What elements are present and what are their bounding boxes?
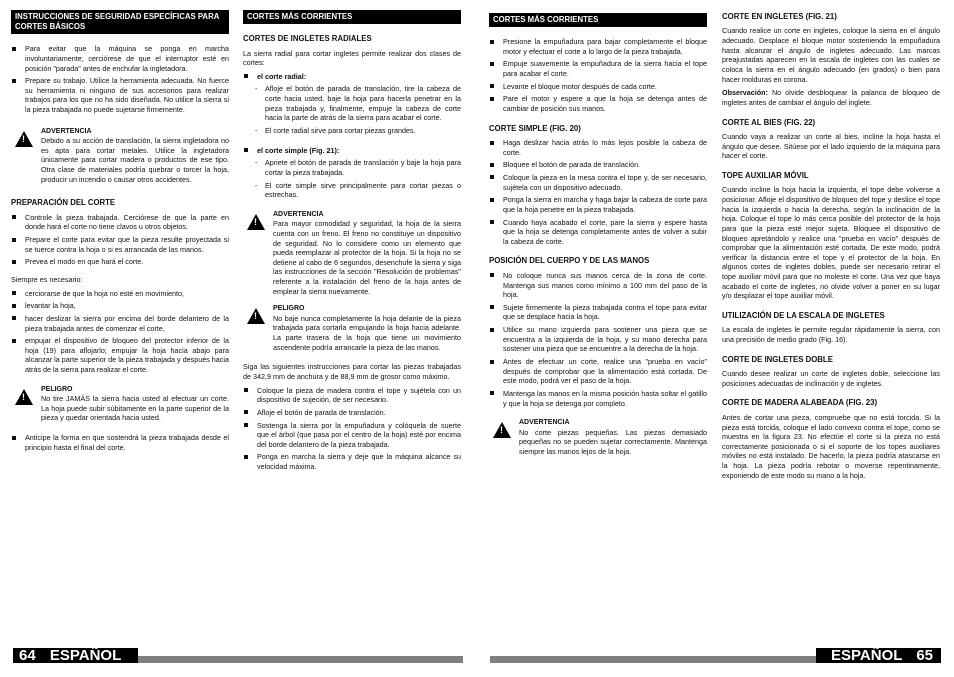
list-item: Controle la pieza trabajada. Cerciórese de que la parte en donde hará el corte no tiene clavos u otros objetos. [11, 213, 229, 232]
list-item-text: Afloje el botón de parada de translación, tire la cabeza de corte hacia usted, baje la hoja para hacerla penetrar en la pieza trabajada y, finalmente, empuje la cabeza de corte hacia la parte de atrás de la sierra para acabar el corte. [265, 84, 461, 123]
list-item: Presione la empuñadura para bajar completamente el bloque motor y efectuar el corte a lo largo de la pieza trabajada. [489, 37, 707, 56]
warning-text: Debido a su acción de translación, la sierra ingletadora no es apta para cortar metales. Utilice la ingletadora únicamente para cortar madera o productos de ese tipo. Otra clase de materiales podría quebrar o torcer la hoja, producir un incendio o causar otros accidentes. [41, 136, 229, 184]
warning-box [243, 210, 461, 297]
warning-box [11, 127, 229, 185]
list-item: Ponga la sierra en marcha y haga bajar la cabeza de corte para que la hoja penetre en la pieza trabajada. [489, 195, 707, 214]
danger-box [11, 385, 229, 423]
list-item: hacer deslizar la sierra por encima del borde delantero de la pieza trabajada antes de comenzar el corte, [11, 314, 229, 333]
dash-list [255, 158, 461, 200]
paragraph: La sierra radial para cortar ingletes permite realizar dos clases de cortes: [243, 48, 461, 68]
list-item: Prepare su trabajo. Utilice la herramienta adecuada. No fuerce su herramienta ni ninguno de sus accesorios para realizar trabajos para los que no ha sido diseñada. No utilice la sierra si la pieza trabajada no puede sujetarse firmemente. [11, 76, 229, 115]
list-item: Cuando haya acabado el corte, pare la sierra y espere hasta que la hoja se detenga completamente antes de volver a subir la cabeza de corte. [489, 218, 707, 247]
warning-text: No corte piezas pequeñas. Las piezas demasiado pequeñas no se pueden sujetar correctamente. Mantenga siempre las manos lejos de la hoja. [519, 427, 707, 456]
page-number: 65 [916, 647, 933, 664]
list-item: Empuje suavemente la empuñadura de la sierra hacia el tope para acabar el corte. [489, 59, 707, 78]
list-item: Prepare el corte para evitar que la pieza resulte proyectada si se tuerce contra la hoja o si es arrancada de las manos. [11, 235, 229, 254]
paragraph: Cuando vaya a realizar un corte al bies, incline la hoja hasta el ángulo que desee. Sitúese por el lado izquierdo de la máquina para hacer el corte. [722, 132, 940, 161]
list-item: Antes de efectuar un corte, realice una "prueba en vacío" después de comprobar que la alimentación está cortada. De este modo, podrá ver el paso de la hoja. [489, 357, 707, 386]
list-item: - Afloje el botón de parada de translación, tire la cabeza de corte hacia usted, baje la hoja para hacerla penetrar en la pieza trabajada y, finalmente, empuje la cabeza de corte hacia la parte de atrás de la sierra para acabar el corte. [255, 84, 461, 123]
section-header: INSTRUCCIONES DE SEGURIDAD ESPECÍFICAS PARA CORTES BÁSICOS [11, 10, 229, 34]
section-title: CORTE DE INGLETES DOBLE [722, 354, 833, 364]
list-item: Para evitar que la máquina se ponga en marcha involuntariamente, cerciórese de que el interruptor esté en posición "parada" antes de enchufar la ingletadora. [11, 44, 229, 73]
bullet-list [489, 271, 707, 408]
section-title: CORTES DE INGLETES RADIALES [243, 34, 372, 44]
danger-box [243, 304, 461, 352]
list-item: Anticipe la forma en que sostendrá la pieza trabajada desde el principio hasta el final del corte. [11, 433, 229, 452]
list-item: Coloque la pieza de madera contra el tope y sujétela con un dispositivo de sujeción, de ser necesario. [243, 386, 461, 405]
section-title: CORTE AL BIES (FIG. 22) [722, 117, 816, 127]
warning-icon [15, 131, 33, 147]
list-item: Sostenga la sierra por la empuñadura y colóquela de suerte que el árbol (que pasa por el centro de la hoja) esté por encima del borde delantero de la pieza trabajada. [243, 421, 461, 450]
list-item-text: Apriete el botón de parada de translación y baje la hoja para cortar la pieza trabajada. [265, 158, 461, 177]
danger-title: PELIGRO [41, 385, 73, 393]
list-item: empujar el dispositivo de bloqueo del protector inferior de la hoja (19) para aflojarlo; empujar la hoja hacia abajo para alcanzar la parte superior de la pieza trabajada y después hacia atrás de la sierra para realizar el corte. [11, 336, 229, 375]
list-item: No coloque nunca sus manos cerca de la zona de corte. Mantenga sus manos como mínimo a 100 mm del paso de la hoja. [489, 271, 707, 300]
danger-title: PELIGRO [273, 305, 305, 313]
paragraph [722, 88, 940, 107]
paragraph: Siempre es necesario: [11, 274, 83, 284]
bullet-list [11, 289, 229, 375]
list-item: - El corte simple sirve principalmente para cortar piezas o estrechas. [255, 180, 461, 200]
subheading: el corte simple (Fig. 21): [257, 145, 340, 155]
section-title: CORTE DE MADERA ALABEADA (FIG. 23) [722, 398, 878, 408]
danger-icon [15, 389, 33, 405]
list-item-text: El corte simple sirve principalmente para cortar piezas o estrechas. [265, 180, 461, 200]
list-item: Afloje el botón de parada de translación. [243, 408, 461, 418]
list-item: Ponga en marcha la sierra y deje que la máquina alcance su velocidad máxima. [243, 452, 461, 471]
paragraph: Cuando desee realizar un corte de ingletes doble, seleccione las posiciones adecuadas de inclinación y de ingletes. [722, 369, 940, 388]
danger-text: No baje nunca completamente la hoja delante de la pieza trabajada para cortarla empujando la hoja hacia adelante. La parte trasera de la hoja que tiene un movimiento ascendente podría arrancarle la pieza de las manos. [273, 313, 461, 352]
list-item: Sujete firmemente la pieza trabajada contra el tope para evitar que se desplace hacia la hoja. [489, 303, 707, 322]
list-item: Prevea el modo en que hará el corte. [11, 257, 229, 267]
list-item: Pare el motor y espere a que la hoja se detenga antes de cambiar de posición sus manos. [489, 94, 707, 113]
paragraph: Cuando realice un corte en ingletes, coloque la sierra en el ángulo adecuado. Desplace el bloque motor sosteniendo la empuñadura hasta alcanzar el ángulo de ingletes adecuado. Las marcas preajustadas aparecen en la escala de ingletes con las cuales se coloca la sierra en el ángulo adecuado (en grados) o bien para hacer molduras en corona. [722, 26, 940, 84]
paragraph: Antes de cortar una pieza, compruebe que no está torcida. Si la pieza está torcida, coloque el lado convexo contra el tope, como se muestra en la figura 23. No efectúe el corte si la pieza no está correctamente posicionada o si el soporte de los topes auxiliares móviles no está instalado. De hacerlo, la pieza podría atascarse en la hoja. La pieza podría rebotar o moverse repentinamente, exponiendo de este modo su mano a la hoja. [722, 412, 940, 480]
paragraph: Cuando incline la hoja hacia la izquierda, el tope debe volverse a posicionar. Afloje el dispositivo de bloqueo del tope y deslice el tope hacia la izquierda o hacia la derecha, según la inclinación de la hoja. Coloque el tope lo más cerca posible del protector de la hoja para que la pieza esté mejor sujeta. Bloquee el dispositivo de bloqueo apretándolo y realice una "prueba en vacío" después de comprobar que la alimentación esté cortada. De este modo, podrá verificar la distancia entre el tope y el protector de la hoja. En algunos cortes de ingletes dobles, puede ser necesario retirar el tope auxiliar móvil para que no moleste el corte. Una vez que haya acabado el corte de ingletes, no olvide volver a poner en su lugar y/o desplazar el tope auxiliar móvil. [722, 185, 940, 301]
list-item: levantar la hoja, [11, 301, 229, 311]
warning-icon [493, 422, 511, 438]
list-item: Haga deslizar hacia atrás lo más lejos posible la cabeza de corte. [489, 138, 707, 157]
list-item: Utilice su mano izquierda para sostener una pieza que se encuentra a la izquierda de la hoja, y su mano derecha para sostener una pieza que se encuentre a la derecha de la hoja. [489, 325, 707, 354]
bullet-list [243, 146, 461, 156]
list-item [243, 146, 461, 156]
bullet-list [11, 44, 229, 114]
warning-icon [247, 214, 265, 230]
section-title: UTILIZACIÓN DE LA ESCALA DE INGLETES [722, 311, 885, 321]
bullet-list [489, 138, 707, 246]
dash-list [255, 84, 461, 135]
list-item: Bloquee el botón de parada de translación. [489, 160, 707, 170]
list-item: Coloque la pieza en la mesa contra el tope y, de ser necesario, sujétela con un dispositivo adecuado. [489, 173, 707, 192]
bullet-list [11, 433, 229, 452]
footer-right [816, 648, 941, 663]
warning-box [489, 418, 707, 456]
footer-bar-left [138, 656, 463, 663]
section-header: CORTES MÁS CORRIENTES [489, 13, 707, 27]
paragraph: Siga las siguientes instrucciones para cortar las piezas trabajadas de 342,9 mm de anchura y de 88,9 mm de grosor como máximo. [243, 362, 461, 381]
warning-title: ADVERTENCIA [273, 210, 324, 218]
warning-title: ADVERTENCIA [519, 419, 570, 427]
list-item: - El corte radial sirve para cortar piezas grandes. [255, 126, 416, 136]
note-label: Observación: [722, 88, 768, 98]
footer-language: ESPAÑOL [831, 647, 903, 664]
section-title: POSICIÓN DEL CUERPO Y DE LAS MANOS [489, 256, 650, 266]
column-1 [11, 10, 229, 455]
bullet-list [243, 386, 461, 472]
list-item: - Apriete el botón de parada de translación y baje la hoja para cortar la pieza trabajada. [255, 158, 461, 177]
paragraph: La escala de ingletes le permite regular rápidamente la sierra, con una precisión de medio grado (Fig. 16). [722, 325, 940, 345]
footer-language: ESPAÑOL [49, 647, 122, 664]
list-item [243, 72, 461, 82]
section-title: CORTE EN INGLETES (FIG. 21) [722, 12, 837, 21]
list-item: cerciorarse de que la hoja no esté en movimiento, [11, 289, 229, 299]
footer-left [13, 648, 138, 663]
column-2 [243, 10, 461, 475]
warning-title: ADVERTENCIA [41, 127, 92, 135]
footer-bar-right [490, 656, 816, 663]
column-3 [489, 13, 707, 465]
list-item: Levante el bloque motor después de cada corte. [489, 82, 707, 92]
danger-text: No tire JAMÁS la sierra hacia usted al efectuar un corte. La hoja puede subir súbitamente en la parte superior de la pieza y quedar orientada hacia usted. [41, 394, 229, 423]
bullet-list [243, 72, 461, 82]
section-title: TOPE AUXILIAR MÓVIL [722, 170, 809, 180]
bullet-list [11, 213, 229, 267]
section-title: CORTE SIMPLE (FIG. 20) [489, 123, 581, 133]
danger-icon [247, 308, 265, 324]
subheading: el corte radial: [257, 71, 307, 81]
list-item: Mantenga las manos en la misma posición hasta soltar el gatillo y que la hoja se detenga por completo. [489, 389, 707, 408]
page-number: 64 [19, 647, 36, 664]
section-title: PREPARACIÓN DEL CORTE [11, 198, 116, 208]
list-item-text: El corte radial sirve para cortar piezas grandes. [265, 126, 416, 136]
section-header: CORTES MÁS CORRIENTES [243, 10, 461, 24]
note-text: No olvide desbloquear la palanca de bloqueo de ingletes antes de cambiar el ángulo del inglete. [722, 88, 940, 107]
bullet-list [489, 37, 707, 113]
column-4 [722, 10, 940, 484]
warning-text: Para mayor comodidad y seguridad, la hoja de la sierra cuenta con un freno. El freno no constituye un dispositivo de seguridad. No lo considere como un elemento que pueda reemplazar al protector de la hoja. Si la hoja no se detiene al cabo de 6 segundos, desenchufe la sierra y siga las instrucciones de la sección "Resolución de problemas" referente a la instalación del freno de la hoja antes de emplear la sierra nuevamente. [273, 219, 461, 296]
